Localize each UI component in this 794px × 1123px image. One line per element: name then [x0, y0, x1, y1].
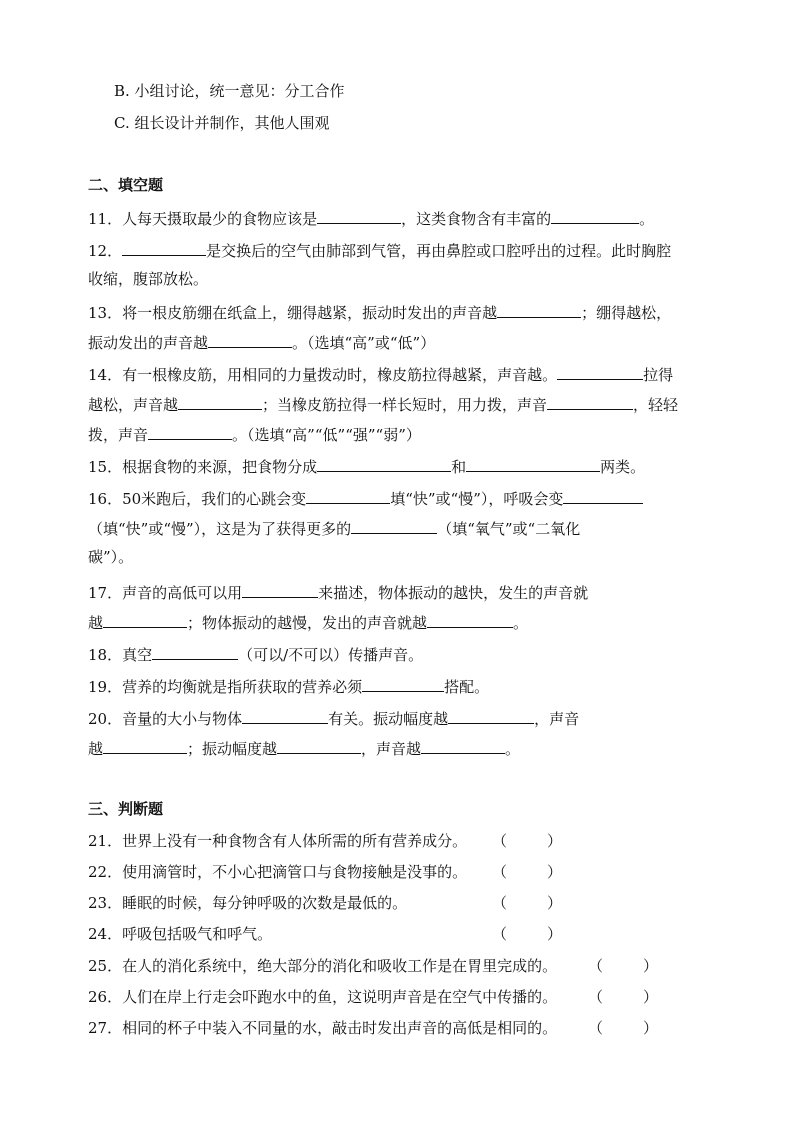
paren-open: （	[588, 957, 604, 975]
q15-text-b: 和	[451, 458, 467, 476]
q18-text-b: （可以/不可以）传播声音。	[238, 646, 424, 664]
q13-text-c: 振动发出的声音越	[88, 334, 209, 352]
question-14	[88, 362, 673, 386]
q15-text-a: 15．根据食物的来源，把食物分成	[88, 458, 318, 476]
answer-blank[interactable]	[421, 736, 505, 754]
paren-close: ）	[547, 832, 563, 850]
q17-text-d: ；物体振动的越慢，发出的声音就越	[187, 614, 428, 632]
q16-text-b: 填“快”或“慢”），呼吸会变	[390, 490, 564, 508]
q13-text-b: ；绷得越松，	[581, 304, 672, 322]
q17-text-e: 。	[513, 614, 529, 632]
q21-text: 21．世界上没有一种食物含有人体所需的所有营养成分。	[88, 832, 468, 850]
question-13	[88, 300, 671, 324]
question-20-cont	[88, 736, 520, 760]
answer-blank[interactable]	[557, 362, 643, 380]
q22-text: 22．使用滴管时，不小心把滴管口与食物接触是没事的。	[88, 863, 468, 881]
answer-blank[interactable]	[427, 610, 513, 628]
q20-text-c: ，声音	[534, 710, 580, 728]
answer-blank[interactable]	[148, 422, 232, 440]
question-24	[88, 923, 563, 945]
answer-blank[interactable]	[103, 736, 187, 754]
paren-close: ）	[547, 925, 563, 943]
q14-text-d: ；当橡皮筋拉得一样长短时，用力拨，声音	[262, 396, 548, 414]
q13-text-a: 13．将一根皮筋绷在纸盒上，绷得越紧，振动时发出的声音越	[88, 304, 498, 322]
paren-open: （	[492, 925, 508, 943]
paren-open: （	[588, 988, 604, 1006]
q20-text-f: ，声音越	[361, 740, 422, 758]
question-11	[88, 206, 654, 230]
answer-blank[interactable]	[242, 580, 318, 598]
answer-blank[interactable]	[178, 392, 262, 410]
question-17	[88, 580, 588, 604]
option-c: C. 组长设计并制作，其他人围观	[114, 114, 330, 132]
paren-open: （	[492, 894, 508, 912]
question-16-cont2: 碳”）。	[88, 548, 134, 566]
paren-open: （	[492, 863, 508, 881]
answer-blank[interactable]	[497, 300, 581, 318]
q11-text-b: ，这类食物含有丰富的	[401, 210, 552, 228]
option-b: B. 小组讨论，统一意见：分工合作	[114, 82, 345, 100]
q19-text-b: 搭配。	[444, 678, 490, 696]
answer-blank[interactable]	[103, 610, 187, 628]
q24-text: 24．呼吸包括吸气和呼气。	[88, 925, 273, 943]
answer-blank[interactable]	[551, 206, 639, 224]
paren-close: ）	[547, 863, 563, 881]
q14-text-a: 14．有一根橡皮筋，用相同的力量拨动时，橡皮筋拉得越紧，声音越。	[88, 366, 558, 384]
question-25	[88, 955, 659, 977]
q20-text-b: 有关。振动幅度越	[328, 710, 449, 728]
answer-paren[interactable]	[492, 923, 562, 945]
q19-text-a: 19．营养的均衡就是指所获取的营养必须	[88, 678, 363, 696]
answer-paren[interactable]	[492, 830, 562, 852]
q11-text-c: 。	[639, 210, 655, 228]
answer-blank[interactable]	[242, 706, 328, 724]
question-15	[88, 454, 645, 478]
answer-paren[interactable]	[492, 861, 562, 883]
question-23	[88, 892, 563, 914]
answer-blank[interactable]	[547, 392, 633, 410]
q12-text-a: 12．	[88, 242, 123, 260]
answer-blank[interactable]	[448, 706, 534, 724]
paren-open: （	[588, 1019, 604, 1037]
q27-text: 27．相同的杯子中装入不同量的水，敲击时发出声音的高低是相同的。	[88, 1019, 558, 1037]
answer-paren[interactable]	[588, 1017, 658, 1039]
question-22	[88, 861, 563, 883]
answer-blank[interactable]	[317, 454, 451, 472]
question-27	[88, 1017, 659, 1039]
q14-text-c: 越松，声音越	[88, 396, 179, 414]
answer-blank[interactable]	[122, 238, 206, 256]
paren-open: （	[492, 832, 508, 850]
answer-blank[interactable]	[563, 486, 643, 504]
q17-text-a: 17．声音的高低可以用	[88, 584, 243, 602]
answer-paren[interactable]	[588, 986, 658, 1008]
q11-text-a: 11．人每天摄取最少的食物应该是	[88, 210, 318, 228]
answer-blank[interactable]	[208, 330, 292, 348]
q14-text-e: ，轻轻	[633, 396, 679, 414]
q17-text-b: 来描述，物体振动的越快，发生的声音就	[318, 584, 589, 602]
answer-blank[interactable]	[277, 736, 361, 754]
question-16	[88, 486, 643, 510]
q20-text-g: 。	[505, 740, 521, 758]
q23-text: 23．睡眠的时候，每分钟呼吸的次数是最低的。	[88, 894, 408, 912]
section-heading-judge: 三、判断题	[88, 800, 164, 818]
answer-paren[interactable]	[492, 892, 562, 914]
q16-text-a: 16．50米跑后，我们的心跳会变	[88, 490, 307, 508]
question-20	[88, 706, 579, 730]
question-12-cont: 收缩，腹部放松。	[88, 270, 209, 288]
question-14-cont2	[88, 422, 421, 446]
answer-blank[interactable]	[362, 674, 444, 692]
answer-blank[interactable]	[306, 486, 390, 504]
paren-close: ）	[643, 1019, 659, 1037]
question-21	[88, 830, 563, 852]
paren-close: ）	[547, 894, 563, 912]
q16-text-d: （填“氧气”或“二氧化	[437, 520, 581, 538]
q25-text: 25．在人的消化系统中，绝大部分的消化和吸收工作是在胃里完成的。	[88, 957, 558, 975]
q14-text-f: 拨，声音	[88, 426, 149, 444]
question-13-cont	[88, 330, 435, 354]
answer-blank[interactable]	[152, 642, 238, 660]
question-26	[88, 986, 659, 1008]
question-12	[88, 238, 671, 262]
question-17-cont	[88, 610, 528, 634]
answer-blank[interactable]	[351, 516, 437, 534]
question-18	[88, 642, 423, 666]
q13-text-d: 。（选填“高”或“低”）	[292, 334, 436, 352]
q16-text-c: （填“快”或“慢”），这是为了获得更多的	[88, 520, 352, 538]
answer-paren[interactable]	[588, 955, 658, 977]
q14-text-g: 。（选填“高”“低”“强”“弱”）	[232, 426, 421, 444]
q20-text-e: ；振动幅度越	[187, 740, 278, 758]
paren-close: ）	[643, 957, 659, 975]
q15-text-c: 两类。	[600, 458, 646, 476]
q26-text: 26．人们在岸上行走会吓跑水中的鱼，这说明声音是在空气中传播的。	[88, 988, 558, 1006]
q12-text-b: 是交换后的空气由肺部到气管，再由鼻腔或口腔呼出的过程。此时胸腔	[206, 242, 672, 260]
question-16-cont	[88, 516, 580, 540]
question-19	[88, 674, 489, 698]
q14-text-b: 拉得	[643, 366, 674, 384]
paren-close: ）	[643, 988, 659, 1006]
q18-text-a: 18．真空	[88, 646, 153, 664]
section-heading-fill: 二、填空题	[88, 176, 164, 194]
q17-text-c: 越	[88, 614, 104, 632]
answer-blank[interactable]	[317, 206, 401, 224]
q20-text-d: 越	[88, 740, 104, 758]
q20-text-a: 20．音量的大小与物体	[88, 710, 243, 728]
answer-blank[interactable]	[466, 454, 600, 472]
question-14-cont	[88, 392, 678, 416]
